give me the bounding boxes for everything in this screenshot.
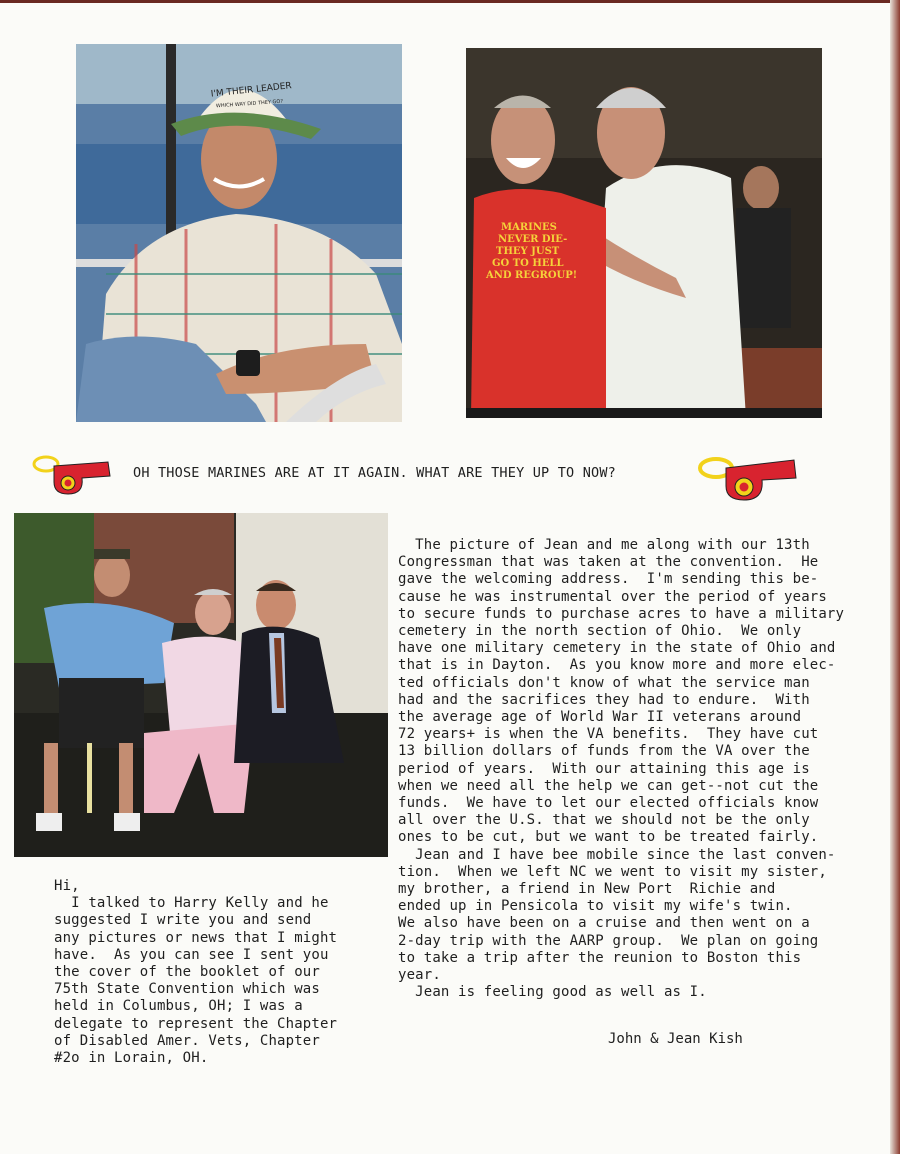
letter-right-line: have one military cemetery in the state of Ohio and [398, 640, 836, 657]
letter-right-line: ted officials don't know of what the service man [398, 674, 810, 691]
letter-right-line: when we need all the help we can get--not cut the [398, 777, 819, 794]
shirt-text-3: THEY JUST [496, 246, 560, 257]
letter-left-column [54, 878, 337, 1067]
photo-jean-john-congressman [14, 513, 388, 857]
letter-right-line: 13 billion dollars of funds from the VA over the [398, 743, 810, 760]
letter-left-line: delegate to represent the Chapter [54, 1015, 338, 1032]
letter-left-line: any pictures or news that I might [54, 929, 338, 946]
letter-left-line: #2o in Lorain, OH. [54, 1050, 209, 1067]
signature: John & Jean Kish [608, 1031, 743, 1047]
photo-man-in-cap [76, 44, 402, 422]
letter-right-line: ended up in Pensicola to visit my wife's twin. [398, 898, 793, 915]
letter-right-line: Jean and I have bee mobile since the last conven- [398, 846, 836, 863]
letter-right-column [398, 537, 844, 1001]
letter-right-line: my brother, a friend in New Port Richie and [398, 881, 776, 898]
letter-right-line: tion. When we left NC we went to visit my sister, [398, 863, 827, 880]
letter-right-line: to secure funds to purchase acres to have a military [398, 605, 845, 622]
letter-left-line: of Disabled Amer. Vets, Chapter [54, 1032, 320, 1049]
letter-right-line: Jean is feeling good as well as I. [398, 984, 707, 1001]
cap-text-line2: WHICH WAY DID THEY GO? [215, 98, 284, 110]
letter-right-line: cemetery in the north section of Ohio. We only [398, 623, 802, 640]
letter-right-line: ones to be cut, but we want to be treated fairly. [398, 829, 819, 846]
cap-text-line1: I'M THEIR LEADER [210, 81, 293, 100]
letter-left-line: the cover of the booklet of our [54, 964, 320, 981]
letter-left-line: Hi, [54, 878, 80, 894]
letter-right-line: gave the welcoming address. I'm sending this be- [398, 571, 819, 588]
letter-right-line: funds. We have to let our elected officials know [398, 795, 819, 812]
letter-right-line: to take a trip after the reunion to Boston this [398, 949, 802, 966]
shirt-text-4: GO TO HELL [492, 258, 564, 269]
letter-right-line: 2-day trip with the AARP group. We plan on going [398, 932, 819, 949]
shirt-text-5: AND REGROUP! [486, 270, 578, 281]
page-right-edge [890, 0, 900, 1154]
letter-right-line: had and the sacrifices they had to endure. With [398, 691, 810, 708]
whistle-left-icon [32, 452, 112, 496]
shirt-text-1: MARINES [501, 222, 557, 233]
letter-right-line: The picture of Jean and me along with our 13th [398, 537, 810, 553]
photo-two-marines [466, 48, 822, 418]
shirt-text-2: NEVER DIE- [498, 234, 568, 245]
whistle-right-icon [696, 450, 798, 502]
letter-left-line: have. As you can see I sent you [54, 946, 329, 963]
letter-right-line: period of years. With our attaining this age is [398, 760, 810, 777]
page-top-edge [0, 0, 900, 3]
photo-caption: OH THOSE MARINES ARE AT IT AGAIN. WHAT ARE THEY UP TO NOW? [133, 465, 617, 481]
letter-right-line: that is in Dayton. As you know more and more elec- [398, 657, 836, 674]
letter-right-line: 72 years+ is when the VA benefits. They have cut [398, 726, 819, 743]
letter-left-line: suggested I write you and send [54, 912, 312, 929]
letter-left-line: held in Columbus, OH; I was a [54, 998, 303, 1015]
letter-right-line: year. [398, 967, 441, 984]
letter-right-line: cause he was instrumental over the period of years [398, 588, 827, 605]
letter-right-line: all over the U.S. that we should not be the only [398, 812, 810, 829]
letter-right-line: the average age of World War II veterans around [398, 709, 802, 726]
letter-left-line: I talked to Harry Kelly and he [54, 895, 329, 912]
letter-left-line: 75th State Convention which was [54, 981, 320, 998]
letter-right-line: We also have been on a cruise and then went on a [398, 915, 810, 932]
letter-right-line: Congressman that was taken at the convention. He [398, 554, 819, 571]
